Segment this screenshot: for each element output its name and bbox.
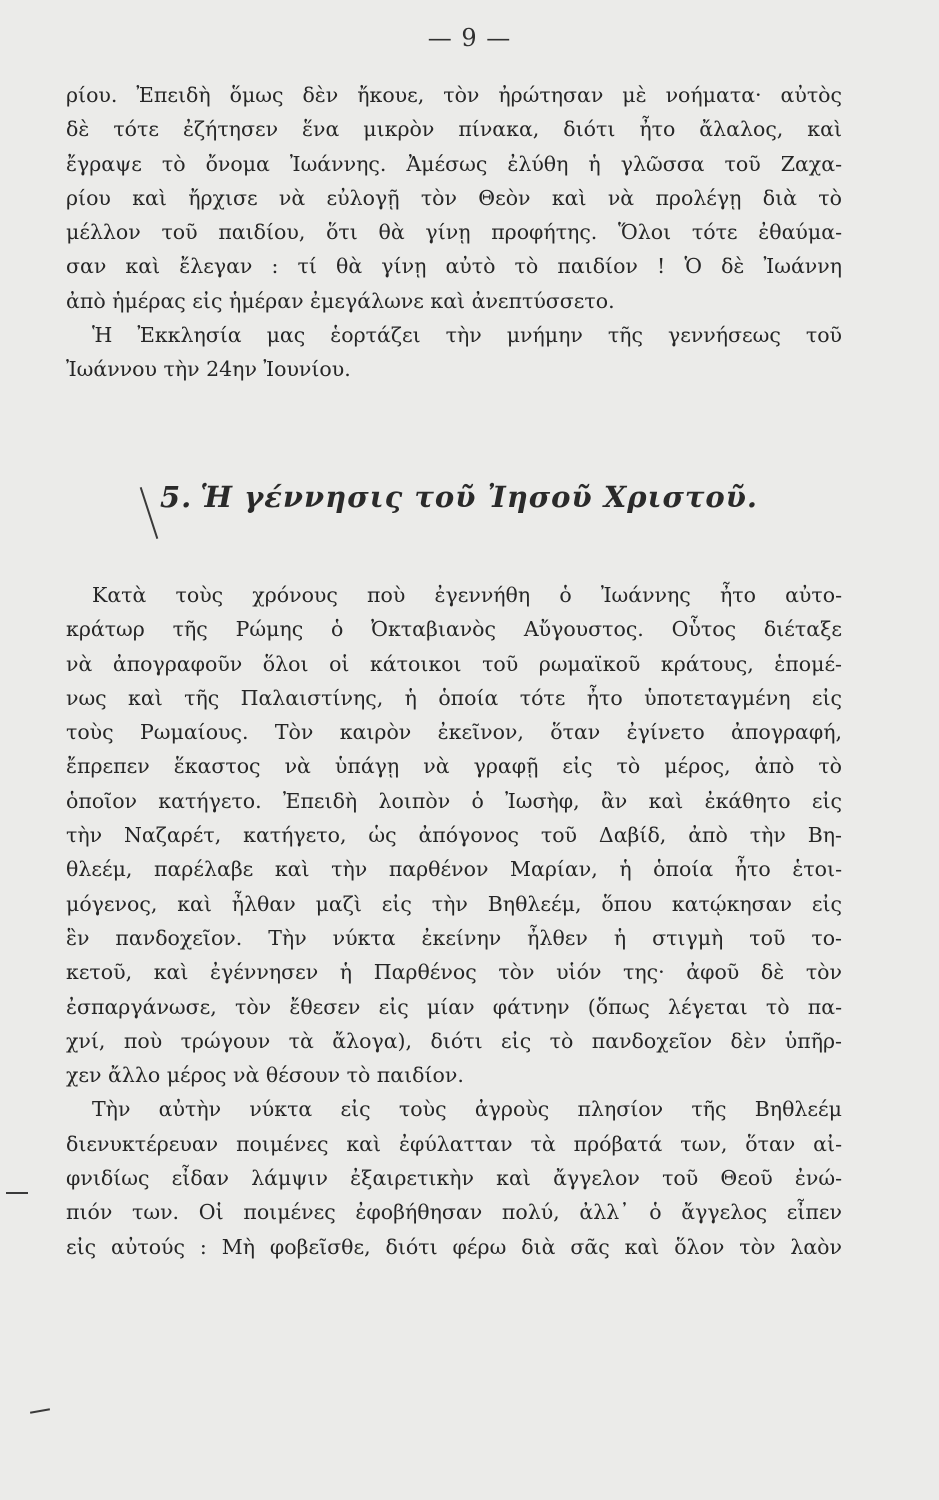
text-line: ἐσπαργάνωσε, τὸν ἔθεσεν εἰς μίαν φάτνην (ὅπως λέγεται τὸ πα- [66, 994, 842, 1019]
body-text-bottom [66, 578, 842, 1264]
text-line: μόγενος, καὶ ἦλθαν μαζὶ εἰς τὴν Βηθλεέμ, ὅπου κατῴκησαν εἰς [66, 891, 842, 916]
text-line: κράτωρ τῆς Ρώμης ὁ Ὀκταβιανὸς Αὔγουστος. Οὗτος διέταξε [66, 617, 842, 642]
text-line: νὰ ἀπογραφοῦν ὅλοι οἱ κάτοικοι τοῦ ρωμαϊκοῦ κράτους, ἑπομέ- [66, 651, 842, 676]
section-title: Ἡ γέννησις τοῦ Ἰησοῦ Χριστοῦ. [200, 480, 758, 514]
text-line: ὁποῖον κατήγετο. Ἐπειδὴ λοιπὸν ὁ Ἰωσὴφ, ἂν καὶ ἐκάθητο εἰς [66, 788, 842, 813]
text-line: Ἰωάννου τὴν 24ην Ἰουνίου. [66, 357, 351, 382]
paragraph-3 [66, 578, 842, 1092]
paragraph-4 [66, 1092, 842, 1263]
text-line: ἔπρεπεν ἕκαστος νὰ ὑπάγῃ νὰ γραφῇ εἰς τὸ μέρος, ἀπὸ τὸ [66, 754, 842, 779]
page-number: — 9 — [427, 24, 512, 52]
text-line: θλεέμ, παρέλαβε καὶ τὴν παρθένον Μαρίαν, ἡ ὁποία ἦτο ἑτοι- [66, 857, 842, 882]
text-line: κετοῦ, καὶ ἐγέννησεν ἡ Παρθένος τὸν υἱόν της· ἀφοῦ δὲ τὸν [66, 960, 842, 985]
body-text-top [66, 78, 842, 387]
pencil-mark [140, 487, 159, 539]
text-line: Κατὰ τοὺς χρόνους ποὺ ἐγεννήθη ὁ Ἰωάννης ἦτο αὐτο- [92, 583, 842, 607]
section-number: 5. [160, 480, 193, 514]
paragraph-2 [66, 318, 842, 387]
text-line: φνιδίως εἶδαν λάμψιν ἐξαιρετικὴν καὶ ἄγγελον τοῦ Θεοῦ ἐνώ- [66, 1166, 842, 1191]
text-line: Τὴν αὐτὴν νύκτα εἰς τοὺς ἀγροὺς πλησίον τῆς Βηθλεέμ [92, 1097, 842, 1122]
text-line: εἰς αὐτούς : Μὴ φοβεῖσθε, διότι φέρω διὰ σᾶς καὶ ὅλον τὸν λαὸν [66, 1234, 842, 1259]
text-line: τὴν Ναζαρέτ, κατήγετο, ὡς ἀπόγονος τοῦ Δαβίδ, ἀπὸ τὴν Βη- [66, 823, 842, 848]
text-line: Ἡ Ἐκκλησία μας ἑορτάζει τὴν μνήμην τῆς γεννήσεως τοῦ [92, 323, 842, 348]
paragraph-1 [66, 78, 842, 318]
text-line: ἔγραψε τὸ ὄνομα Ἰωάννης. Ἀμέσως ἐλύθη ἡ γλῶσσα τοῦ Ζαχα- [66, 151, 842, 176]
text-line: ἀπὸ ἡμέρας εἰς ἡμέραν ἐμεγάλωνε καὶ ἀνεπτύσσετο. [66, 288, 615, 313]
section-heading [160, 480, 780, 514]
text-line: μέλλον τοῦ παιδίου, ὅτι θὰ γίνῃ προφήτης. Ὅλοι τότε ἐθαύμα- [66, 220, 842, 245]
margin-tick-mark [6, 1192, 28, 1194]
text-line: πιόν των. Οἱ ποιμένες ἐφοβήθησαν πολύ, ἀλλ᾽ ὁ ἄγγελος εἶπεν [66, 1200, 842, 1225]
text-line: δὲ τότε ἐζήτησεν ἕνα μικρὸν πίνακα, διότι ἦτο ἄλαλος, καὶ [66, 117, 842, 142]
text-line: ἓν πανδοχεῖον. Τὴν νύκτα ἐκείνην ἦλθεν ἡ στιγμὴ τοῦ το- [66, 925, 842, 950]
text-line: ρίου καὶ ἤρχισε νὰ εὐλογῇ τὸν Θεὸν καὶ νὰ προλέγῃ διὰ τὸ [66, 185, 842, 210]
text-line: σαν καὶ ἔλεγαν : τί θὰ γίνῃ αὐτὸ τὸ παιδίον ! Ὁ δὲ Ἰωάννη [66, 254, 842, 279]
text-line: ρίου. Ἐπειδὴ ὅμως δὲν ἤκουε, τὸν ἠρώτησαν μὲ νοήματα· αὐτὸς [66, 83, 842, 107]
text-line: διενυκτέρευαν ποιμένες καὶ ἐφύλατταν τὰ πρόβατά των, ὅταν αἰ- [66, 1131, 842, 1156]
text-line: τοὺς Ρωμαίους. Τὸν καιρὸν ἐκεῖνον, ὅταν ἐγίνετο ἀπογραφή, [66, 720, 842, 745]
margin-tick-mark [30, 1408, 50, 1413]
text-line: χεν ἄλλο μέρος νὰ θέσουν τὸ παιδίον. [66, 1063, 464, 1088]
text-line: χνί, ποὺ τρώγουν τὰ ἄλογα), διότι εἰς τὸ πανδοχεῖον δὲν ὑπῆρ- [66, 1028, 842, 1053]
text-line: νως καὶ τῆς Παλαιστίνης, ἡ ὁποία τότε ἦτο ὑποτεταγμένη εἰς [66, 685, 842, 710]
